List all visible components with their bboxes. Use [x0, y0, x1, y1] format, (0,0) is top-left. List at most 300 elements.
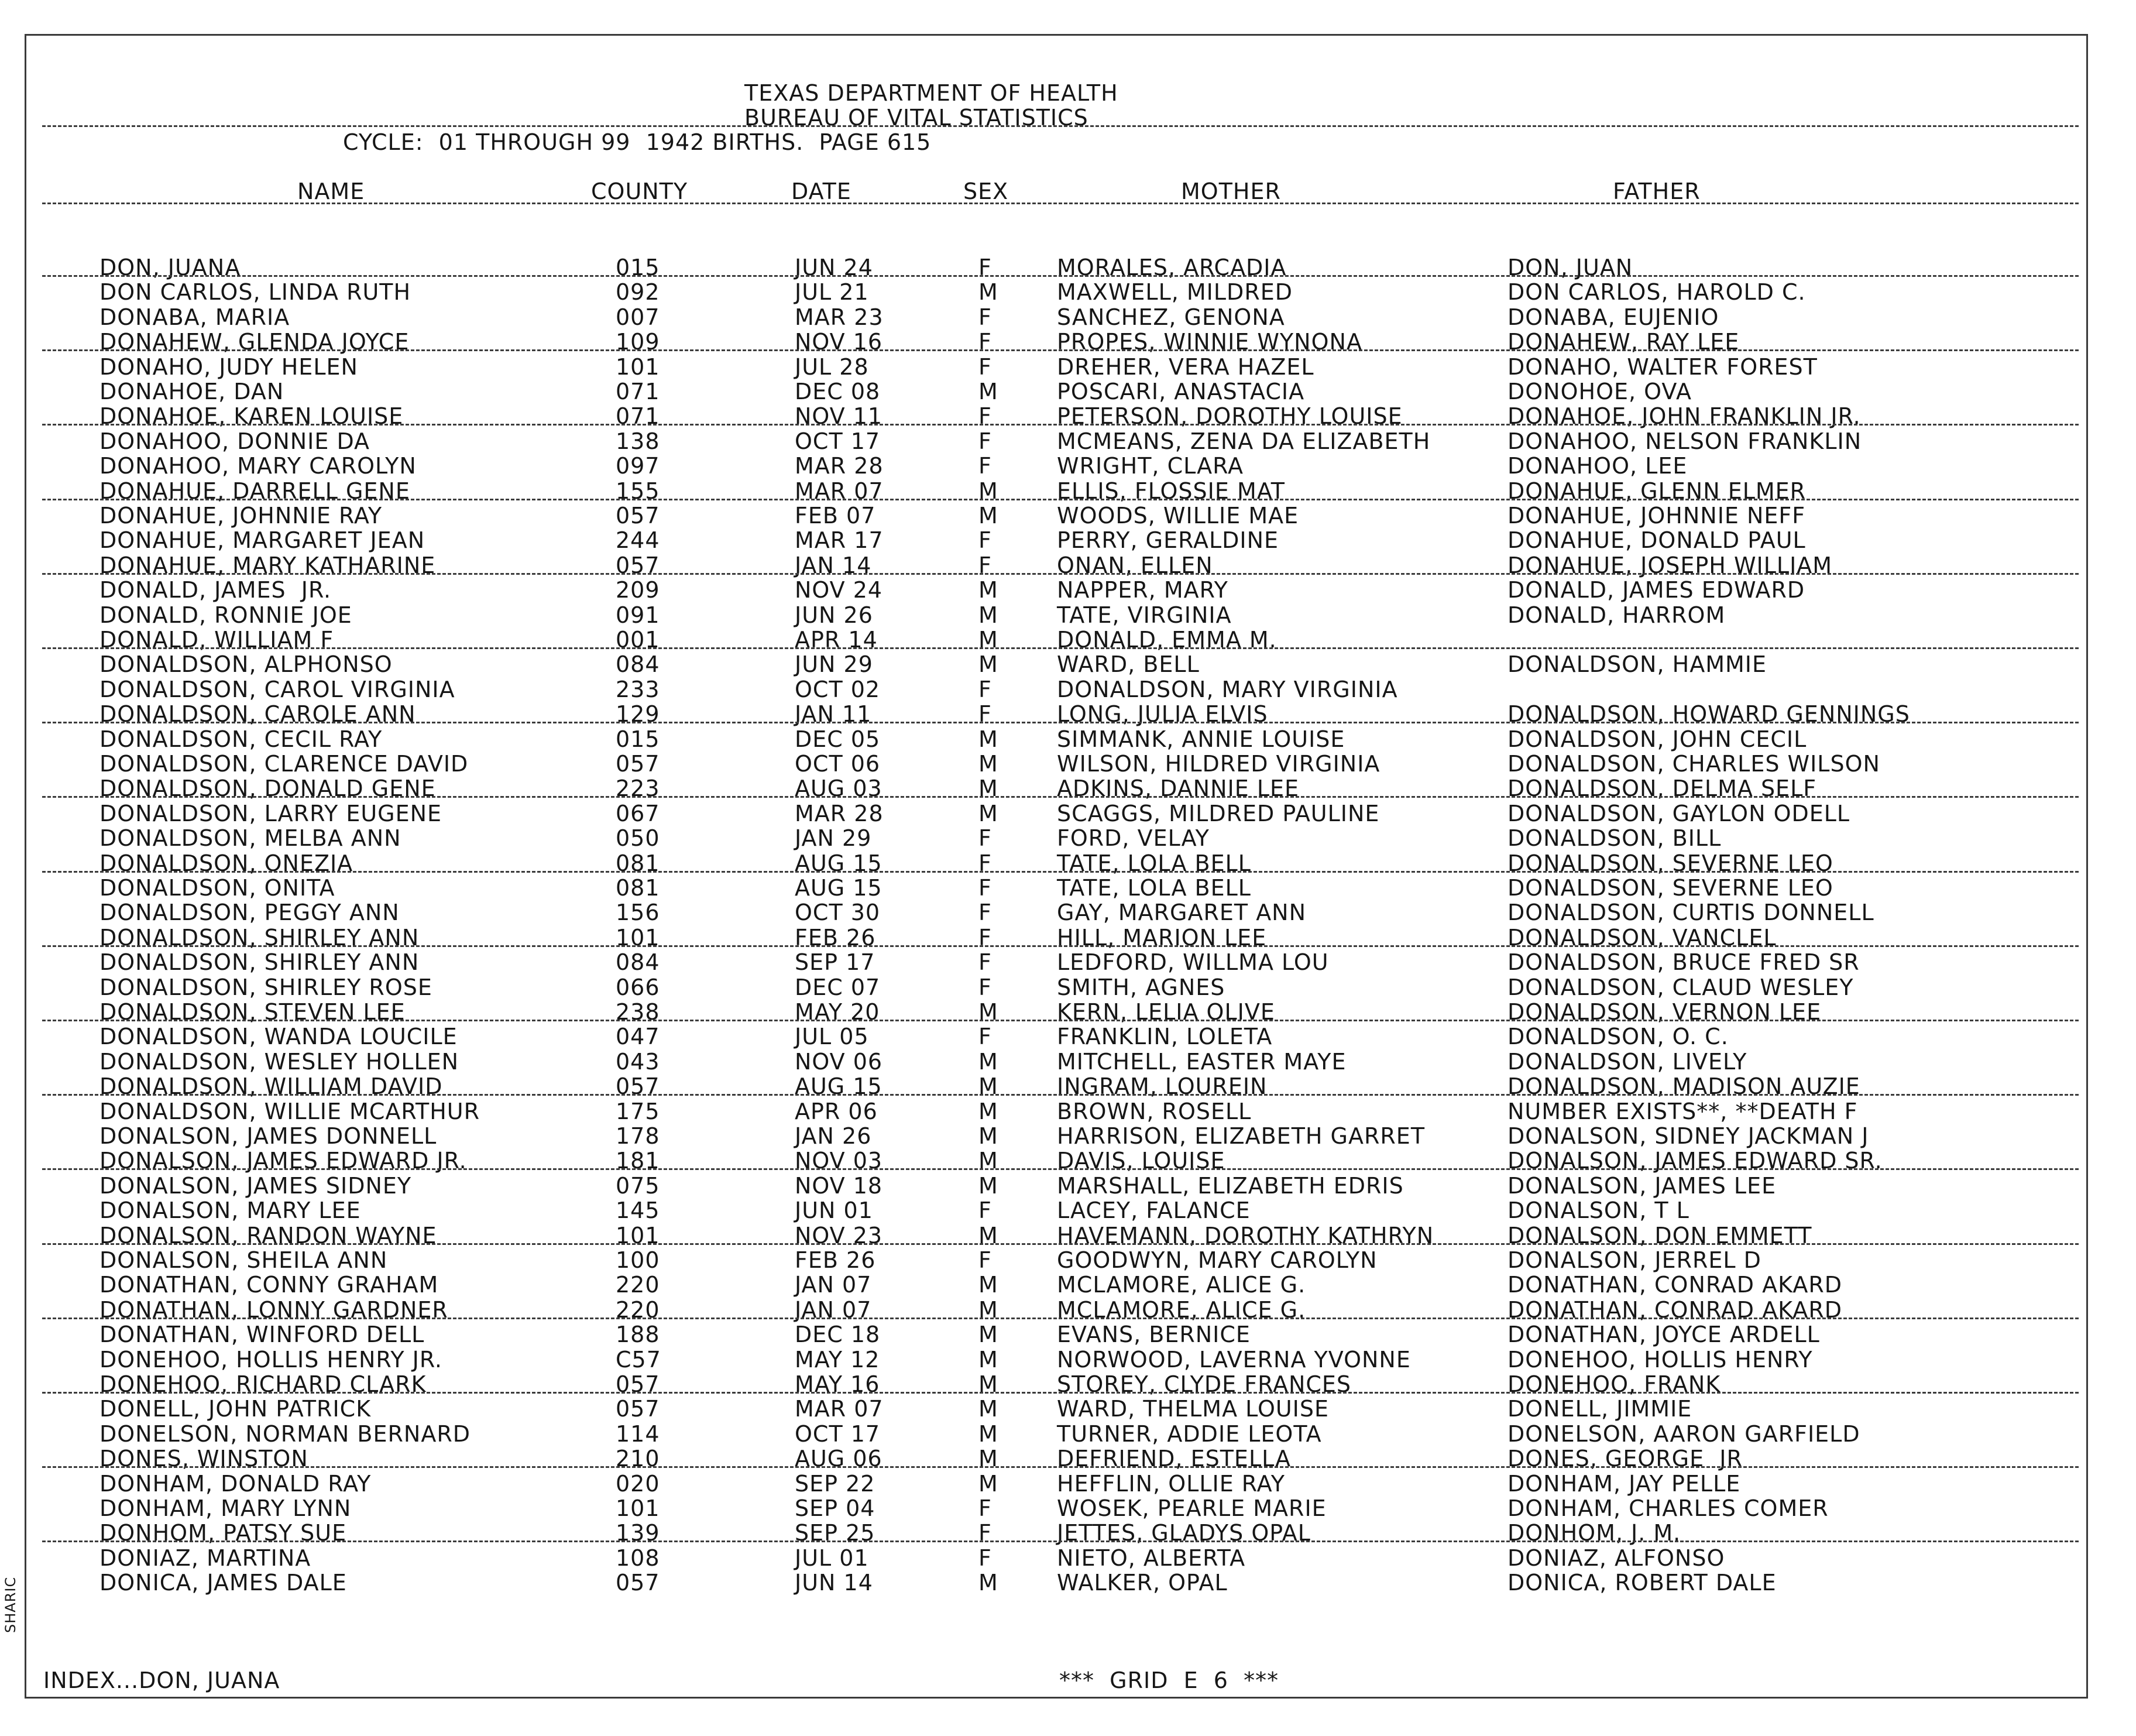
row-38-county: 145 — [616, 1198, 660, 1223]
row-29-father: DONALDSON, CLAUD WESLEY — [1507, 975, 1854, 1000]
row-32-name: DONALDSON, WESLEY HOLLEN — [99, 1049, 459, 1075]
row-20-father: DONALDSON, CHARLES WILSON — [1507, 751, 1880, 777]
row-3-county: 109 — [616, 329, 660, 355]
row-52-sex: F — [978, 1545, 992, 1571]
row-5-sex: M — [978, 379, 998, 404]
row-34-sex: M — [978, 1099, 998, 1124]
row-45-father: DONEHOO, FRANK — [1507, 1371, 1721, 1397]
row-48-mother: DEFRIEND, ESTELLA — [1057, 1446, 1292, 1471]
row-50-name: DONHAM, MARY LYNN — [99, 1495, 352, 1521]
row-37-mother: MARSHALL, ELIZABETH EDRIS — [1057, 1173, 1404, 1199]
row-7-date: OCT 17 — [795, 428, 881, 454]
row-50-mother: WOSEK, PEARLE MARIE — [1057, 1495, 1327, 1521]
row-23-county: 050 — [616, 825, 660, 851]
row-45-date: MAY 16 — [795, 1371, 880, 1397]
row-37-county: 075 — [616, 1173, 660, 1199]
row-0-county: 015 — [616, 255, 660, 280]
row-35-county: 178 — [616, 1123, 660, 1149]
row-31-sex: F — [978, 1024, 992, 1049]
row-36-sex: M — [978, 1148, 998, 1174]
row-7-county: 138 — [616, 428, 660, 454]
row-50-date: SEP 04 — [795, 1495, 875, 1521]
row-12-mother: ONAN, ELLEN — [1057, 553, 1213, 578]
row-43-county: 188 — [616, 1322, 660, 1347]
row-28-mother: LEDFORD, WILLMA LOU — [1057, 949, 1329, 975]
row-36-date: NOV 03 — [795, 1148, 883, 1174]
row-separator — [42, 871, 2079, 873]
index-footer: INDEX...DON, JUANA — [43, 1668, 280, 1693]
grid-footer: *** GRID E 6 *** — [1059, 1668, 1279, 1693]
row-42-date: JAN 07 — [795, 1297, 872, 1323]
row-51-name: DONHOM, PATSY SUE — [99, 1520, 347, 1546]
header-rule-1 — [42, 125, 2079, 127]
row-separator — [42, 1541, 2079, 1542]
row-33-mother: INGRAM, LOUREIN — [1057, 1073, 1268, 1099]
row-1-sex: M — [978, 279, 998, 305]
row-20-mother: WILSON, HILDRED VIRGINIA — [1057, 751, 1380, 777]
row-46-sex: M — [978, 1396, 998, 1422]
row-5-date: DEC 08 — [795, 379, 881, 404]
row-48-sex: M — [978, 1446, 998, 1471]
row-43-name: DONATHAN, WINFORD DELL — [99, 1322, 425, 1347]
cycle-line: CYCLE: 01 THROUGH 99 1942 BIRTHS. PAGE 615 — [343, 129, 932, 155]
row-35-father: DONALSON, SIDNEY JACKMAN J — [1507, 1123, 1869, 1149]
row-23-father: DONALDSON, BILL — [1507, 825, 1722, 851]
row-4-sex: F — [978, 354, 992, 380]
row-29-name: DONALDSON, SHIRLEY ROSE — [99, 975, 432, 1000]
row-19-county: 015 — [616, 726, 660, 752]
row-34-mother: BROWN, ROSELL — [1057, 1099, 1252, 1124]
row-separator — [42, 1243, 2079, 1245]
row-2-sex: F — [978, 304, 992, 330]
row-12-sex: F — [978, 553, 992, 578]
row-51-mother: JETTES, GLADYS OPAL — [1057, 1520, 1311, 1546]
row-48-name: DONES, WINSTON — [99, 1446, 308, 1471]
row-38-date: JUN 01 — [795, 1198, 873, 1223]
row-13-mother: NAPPER, MARY — [1057, 577, 1228, 603]
row-24-mother: TATE, LOLA BELL — [1057, 850, 1251, 876]
row-34-father: NUMBER EXISTS**, **DEATH F — [1507, 1099, 1858, 1124]
row-21-sex: M — [978, 776, 998, 801]
row-separator — [42, 1318, 2079, 1319]
row-52-county: 108 — [616, 1545, 660, 1571]
row-8-father: DONAHOO, LEE — [1507, 453, 1688, 479]
row-separator — [42, 722, 2079, 723]
header-rule-2 — [42, 203, 2079, 204]
row-19-date: DEC 05 — [795, 726, 881, 752]
row-45-sex: M — [978, 1371, 998, 1397]
row-12-name: DONAHUE, MARY KATHARINE — [99, 553, 436, 578]
row-30-father: DONALDSON, VERNON LEE — [1507, 999, 1822, 1025]
row-40-date: FEB 26 — [795, 1247, 876, 1273]
row-46-father: DONELL, JIMMIE — [1507, 1396, 1692, 1422]
row-6-county: 071 — [616, 403, 660, 429]
row-47-date: OCT 17 — [795, 1421, 881, 1447]
row-separator — [42, 573, 2079, 575]
row-5-mother: POSCARI, ANASTACIA — [1057, 379, 1305, 404]
row-9-date: MAR 07 — [795, 478, 884, 504]
row-7-name: DONAHOO, DONNIE DA — [99, 428, 370, 454]
row-39-mother: HAVEMANN, DOROTHY KATHRYN — [1057, 1223, 1434, 1248]
row-34-date: APR 06 — [795, 1099, 878, 1124]
row-33-name: DONALDSON, WILLIAM DAVID — [99, 1073, 443, 1099]
row-49-date: SEP 22 — [795, 1471, 875, 1497]
row-10-name: DONAHUE, JOHNNIE RAY — [99, 503, 383, 529]
row-21-mother: ADKINS, DANNIE LEE — [1057, 776, 1300, 801]
row-24-county: 081 — [616, 850, 660, 876]
row-3-date: NOV 16 — [795, 329, 883, 355]
row-separator — [42, 1168, 2079, 1170]
row-38-mother: LACEY, FALANCE — [1057, 1198, 1251, 1223]
row-38-sex: F — [978, 1198, 992, 1223]
row-13-sex: M — [978, 577, 998, 603]
department-title: TEXAS DEPARTMENT OF HEALTH — [744, 80, 1118, 106]
row-25-father: DONALDSON, SEVERNE LEO — [1507, 875, 1833, 901]
row-7-father: DONAHOO, NELSON FRANKLIN — [1507, 428, 1862, 454]
row-25-name: DONALDSON, ONITA — [99, 875, 335, 901]
row-4-mother: DREHER, VERA HAZEL — [1057, 354, 1314, 380]
row-5-father: DONOHOE, OVA — [1507, 379, 1692, 404]
row-41-name: DONATHAN, CONNY GRAHAM — [99, 1272, 439, 1298]
row-43-date: DEC 18 — [795, 1322, 881, 1347]
row-35-date: JAN 26 — [795, 1123, 872, 1149]
row-39-date: NOV 23 — [795, 1223, 883, 1248]
row-34-county: 175 — [616, 1099, 660, 1124]
row-separator — [42, 349, 2079, 351]
row-15-mother: DONALD, EMMA M. — [1057, 627, 1277, 653]
row-28-date: SEP 17 — [795, 949, 875, 975]
row-40-father: DONALSON, JERREL D — [1507, 1247, 1761, 1273]
row-13-date: NOV 24 — [795, 577, 883, 603]
row-5-name: DONAHOE, DAN — [99, 379, 284, 404]
row-33-county: 057 — [616, 1073, 660, 1099]
row-32-county: 043 — [616, 1049, 660, 1075]
row-13-county: 209 — [616, 577, 660, 603]
row-30-sex: M — [978, 999, 998, 1025]
row-41-mother: MCLAMORE, ALICE G. — [1057, 1272, 1306, 1298]
row-46-county: 057 — [616, 1396, 660, 1422]
row-24-father: DONALDSON, SEVERNE LEO — [1507, 850, 1833, 876]
row-13-name: DONALD, JAMES JR. — [99, 577, 332, 603]
row-33-sex: M — [978, 1073, 998, 1099]
row-separator — [42, 424, 2079, 426]
row-30-date: MAY 20 — [795, 999, 880, 1025]
row-14-mother: TATE, VIRGINIA — [1057, 602, 1232, 628]
row-53-mother: WALKER, OPAL — [1057, 1570, 1228, 1596]
row-21-father: DONALDSON, DELMA SELF — [1507, 776, 1817, 801]
row-45-name: DONEHOO, RICHARD CLARK — [99, 1371, 427, 1397]
row-41-sex: M — [978, 1272, 998, 1298]
row-9-sex: M — [978, 478, 998, 504]
row-26-mother: GAY, MARGARET ANN — [1057, 900, 1307, 925]
row-20-sex: M — [978, 751, 998, 777]
row-50-father: DONHAM, CHARLES COMER — [1507, 1495, 1829, 1521]
row-49-father: DONHAM, JAY PELLE — [1507, 1471, 1741, 1497]
row-28-name: DONALDSON, SHIRLEY ANN — [99, 949, 420, 975]
row-16-father: DONALDSON, HAMMIE — [1507, 651, 1767, 677]
row-8-date: MAR 28 — [795, 453, 884, 479]
row-separator — [42, 796, 2079, 798]
row-42-name: DONATHAN, LONNY GARDNER — [99, 1297, 448, 1323]
row-23-date: JAN 29 — [795, 825, 872, 851]
row-11-father: DONAHUE, DONALD PAUL — [1507, 527, 1806, 553]
row-24-date: AUG 15 — [795, 850, 882, 876]
row-21-date: AUG 03 — [795, 776, 882, 801]
row-47-name: DONELSON, NORMAN BERNARD — [99, 1421, 471, 1447]
row-10-mother: WOODS, WILLIE MAE — [1057, 503, 1299, 529]
row-27-date: FEB 26 — [795, 925, 876, 951]
row-2-county: 007 — [616, 304, 660, 330]
row-28-county: 084 — [616, 949, 660, 975]
row-32-date: NOV 06 — [795, 1049, 883, 1075]
row-28-father: DONALDSON, BRUCE FRED SR — [1507, 949, 1860, 975]
row-27-name: DONALDSON, SHIRLEY ANN — [99, 925, 420, 951]
row-1-date: JUL 21 — [795, 279, 869, 305]
row-45-mother: STOREY, CLYDE FRANCES — [1057, 1371, 1352, 1397]
row-16-name: DONALDSON, ALPHONSO — [99, 651, 393, 677]
row-40-county: 100 — [616, 1247, 660, 1273]
row-22-name: DONALDSON, LARRY EUGENE — [99, 801, 442, 826]
row-32-mother: MITCHELL, EASTER MAYE — [1057, 1049, 1347, 1075]
row-53-county: 057 — [616, 1570, 660, 1596]
row-44-county: C57 — [616, 1347, 661, 1373]
row-1-name: DON CARLOS, LINDA RUTH — [99, 279, 411, 305]
row-24-sex: F — [978, 850, 992, 876]
row-36-mother: DAVIS, LOUISE — [1057, 1148, 1225, 1174]
row-15-sex: M — [978, 627, 998, 653]
row-48-county: 210 — [616, 1446, 660, 1471]
row-36-name: DONALSON, JAMES EDWARD JR. — [99, 1148, 467, 1174]
row-36-county: 181 — [616, 1148, 660, 1174]
row-43-father: DONATHAN, JOYCE ARDELL — [1507, 1322, 1820, 1347]
row-19-name: DONALDSON, CECIL RAY — [99, 726, 383, 752]
row-0-father: DON, JUAN — [1507, 255, 1633, 280]
row-7-mother: MCMEANS, ZENA DA ELIZABETH — [1057, 428, 1431, 454]
row-9-father: DONAHUE, GLENN ELMER — [1507, 478, 1807, 504]
row-18-name: DONALDSON, CAROLE ANN — [99, 701, 416, 727]
row-15-county: 001 — [616, 627, 660, 653]
row-51-father: DONHOM, J. M. — [1507, 1520, 1681, 1546]
row-16-sex: M — [978, 651, 998, 677]
row-38-father: DONALSON, T L — [1507, 1198, 1689, 1223]
row-separator — [42, 499, 2079, 500]
row-18-mother: LONG, JULIA ELVIS — [1057, 701, 1268, 727]
row-10-county: 057 — [616, 503, 660, 529]
row-39-father: DONALSON, DON EMMETT — [1507, 1223, 1812, 1248]
row-6-date: NOV 11 — [795, 403, 883, 429]
row-14-sex: M — [978, 602, 998, 628]
row-3-name: DONAHEW, GLENDA JOYCE — [99, 329, 410, 355]
row-14-father: DONALD, HARROM — [1507, 602, 1726, 628]
row-4-county: 101 — [616, 354, 660, 380]
row-2-mother: SANCHEZ, GENONA — [1057, 304, 1285, 330]
row-10-date: FEB 07 — [795, 503, 876, 529]
row-37-date: NOV 18 — [795, 1173, 883, 1199]
column-header-mother: MOTHER — [1181, 179, 1281, 204]
row-38-name: DONALSON, MARY LEE — [99, 1198, 361, 1223]
row-18-date: JAN 11 — [795, 701, 872, 727]
row-17-county: 233 — [616, 677, 660, 702]
row-11-mother: PERRY, GERALDINE — [1057, 527, 1279, 553]
row-6-mother: PETERSON, DOROTHY LOUISE — [1057, 403, 1403, 429]
row-51-county: 139 — [616, 1520, 660, 1546]
row-26-date: OCT 30 — [795, 900, 881, 925]
row-39-sex: M — [978, 1223, 998, 1248]
row-11-date: MAR 17 — [795, 527, 884, 553]
row-10-father: DONAHUE, JOHNNIE NEFF — [1507, 503, 1806, 529]
row-47-father: DONELSON, AARON GARFIELD — [1507, 1421, 1860, 1447]
row-4-date: JUL 28 — [795, 354, 869, 380]
row-31-county: 047 — [616, 1024, 660, 1049]
row-2-name: DONABA, MARIA — [99, 304, 290, 330]
row-1-county: 092 — [616, 279, 660, 305]
row-33-father: DONALDSON, MADISON AUZIE — [1507, 1073, 1860, 1099]
column-header-date: DATE — [791, 179, 851, 204]
row-37-name: DONALSON, JAMES SIDNEY — [99, 1173, 412, 1199]
row-46-date: MAR 07 — [795, 1396, 884, 1422]
row-42-county: 220 — [616, 1297, 660, 1323]
row-51-sex: F — [978, 1520, 992, 1546]
row-separator — [42, 275, 2079, 277]
row-29-mother: SMITH, AGNES — [1057, 975, 1225, 1000]
row-49-sex: M — [978, 1471, 998, 1497]
row-41-county: 220 — [616, 1272, 660, 1298]
row-44-date: MAY 12 — [795, 1347, 880, 1373]
row-11-county: 244 — [616, 527, 660, 553]
row-26-name: DONALDSON, PEGGY ANN — [99, 900, 400, 925]
column-header-name: NAME — [297, 179, 365, 204]
row-26-father: DONALDSON, CURTIS DONNELL — [1507, 900, 1874, 925]
row-20-county: 057 — [616, 751, 660, 777]
row-24-name: DONALDSON, ONEZIA — [99, 850, 353, 876]
row-53-father: DONICA, ROBERT DALE — [1507, 1570, 1777, 1596]
column-header-county: COUNTY — [591, 179, 688, 204]
row-33-date: AUG 15 — [795, 1073, 882, 1099]
row-2-date: MAR 23 — [795, 304, 884, 330]
row-25-date: AUG 15 — [795, 875, 882, 901]
row-40-sex: F — [978, 1247, 992, 1273]
row-2-father: DONABA, EUJENIO — [1507, 304, 1719, 330]
row-31-mother: FRANKLIN, LOLETA — [1057, 1024, 1273, 1049]
row-35-name: DONALSON, JAMES DONNELL — [99, 1123, 437, 1149]
row-19-sex: M — [978, 726, 998, 752]
row-separator — [42, 1392, 2079, 1394]
row-8-name: DONAHOO, MARY CAROLYN — [99, 453, 417, 479]
row-51-date: SEP 25 — [795, 1520, 875, 1546]
row-48-father: DONES, GEORGE JR — [1507, 1446, 1743, 1471]
row-separator — [42, 647, 2079, 649]
row-16-mother: WARD, BELL — [1057, 651, 1200, 677]
row-41-date: JAN 07 — [795, 1272, 872, 1298]
side-mark: SHARIC — [2, 1576, 19, 1633]
row-35-sex: M — [978, 1123, 998, 1149]
row-30-county: 238 — [616, 999, 660, 1025]
row-43-sex: M — [978, 1322, 998, 1347]
row-23-name: DONALDSON, MELBA ANN — [99, 825, 401, 851]
row-18-sex: F — [978, 701, 992, 727]
row-14-date: JUN 26 — [795, 602, 873, 628]
row-9-county: 155 — [616, 478, 660, 504]
row-18-father: DONALDSON, HOWARD GENNINGS — [1507, 701, 1910, 727]
row-44-father: DONEHOO, HOLLIS HENRY — [1507, 1347, 1813, 1373]
row-52-name: DONIAZ, MARTINA — [99, 1545, 311, 1571]
row-14-name: DONALD, RONNIE JOE — [99, 602, 352, 628]
row-9-mother: ELLIS, FLOSSIE MAT — [1057, 478, 1286, 504]
row-19-father: DONALDSON, JOHN CECIL — [1507, 726, 1807, 752]
row-30-name: DONALDSON, STEVEN LEE — [99, 999, 406, 1025]
row-14-county: 091 — [616, 602, 660, 628]
row-16-date: JUN 29 — [795, 651, 873, 677]
row-44-mother: NORWOOD, LAVERNA YVONNE — [1057, 1347, 1411, 1373]
row-1-mother: MAXWELL, MILDRED — [1057, 279, 1293, 305]
row-22-mother: SCAGGS, MILDRED PAULINE — [1057, 801, 1380, 826]
row-31-name: DONALDSON, WANDA LOUCILE — [99, 1024, 458, 1049]
row-20-name: DONALDSON, CLARENCE DAVID — [99, 751, 469, 777]
row-50-county: 101 — [616, 1495, 660, 1521]
row-3-sex: F — [978, 329, 992, 355]
row-6-father: DONAHOE, JOHN FRANKLIN JR. — [1507, 403, 1861, 429]
row-8-mother: WRIGHT, CLARA — [1057, 453, 1244, 479]
row-50-sex: F — [978, 1495, 992, 1521]
row-4-father: DONAHO, WALTER FOREST — [1507, 354, 1818, 380]
row-20-date: OCT 06 — [795, 751, 881, 777]
row-21-county: 223 — [616, 776, 660, 801]
row-separator — [42, 1094, 2079, 1096]
row-30-mother: KERN, LELIA OLIVE — [1057, 999, 1275, 1025]
row-12-date: JAN 14 — [795, 553, 872, 578]
row-52-mother: NIETO, ALBERTA — [1057, 1545, 1246, 1571]
row-17-name: DONALDSON, CAROL VIRGINIA — [99, 677, 455, 702]
row-52-father: DONIAZ, ALFONSO — [1507, 1545, 1725, 1571]
row-10-sex: M — [978, 503, 998, 529]
row-1-father: DON CARLOS, HAROLD C. — [1507, 279, 1806, 305]
row-22-sex: M — [978, 801, 998, 826]
row-46-name: DONELL, JOHN PATRICK — [99, 1396, 372, 1422]
row-27-county: 101 — [616, 925, 660, 951]
row-32-father: DONALDSON, LIVELY — [1507, 1049, 1747, 1075]
row-5-county: 071 — [616, 379, 660, 404]
row-39-county: 101 — [616, 1223, 660, 1248]
row-53-date: JUN 14 — [795, 1570, 873, 1596]
row-45-county: 057 — [616, 1371, 660, 1397]
row-35-mother: HARRISON, ELIZABETH GARRET — [1057, 1123, 1426, 1149]
row-17-date: OCT 02 — [795, 677, 881, 702]
row-27-mother: HILL, MARION LEE — [1057, 925, 1267, 951]
row-25-mother: TATE, LOLA BELL — [1057, 875, 1251, 901]
row-49-county: 020 — [616, 1471, 660, 1497]
row-37-sex: M — [978, 1173, 998, 1199]
row-0-name: DON, JUANA — [99, 255, 241, 280]
row-49-name: DONHAM, DONALD RAY — [99, 1471, 372, 1497]
row-49-mother: HEFFLIN, OLLIE RAY — [1057, 1471, 1285, 1497]
row-23-mother: FORD, VELAY — [1057, 825, 1210, 851]
row-22-county: 067 — [616, 801, 660, 826]
row-9-name: DONAHUE, DARRELL GENE — [99, 478, 410, 504]
row-23-sex: F — [978, 825, 992, 851]
row-42-father: DONATHAN, CONRAD AKARD — [1507, 1297, 1842, 1323]
row-53-name: DONICA, JAMES DALE — [99, 1570, 347, 1596]
row-11-name: DONAHUE, MARGARET JEAN — [99, 527, 425, 553]
bureau-title: BUREAU OF VITAL STATISTICS — [744, 105, 1088, 131]
row-17-mother: DONALDSON, MARY VIRGINIA — [1057, 677, 1398, 702]
row-36-father: DONALSON, JAMES EDWARD SR. — [1507, 1148, 1883, 1174]
row-32-sex: M — [978, 1049, 998, 1075]
row-6-name: DONAHOE, KAREN LOUISE — [99, 403, 404, 429]
row-31-date: JUL 05 — [795, 1024, 869, 1049]
row-40-name: DONALSON, SHEILA ANN — [99, 1247, 388, 1273]
row-26-sex: F — [978, 900, 992, 925]
row-25-county: 081 — [616, 875, 660, 901]
